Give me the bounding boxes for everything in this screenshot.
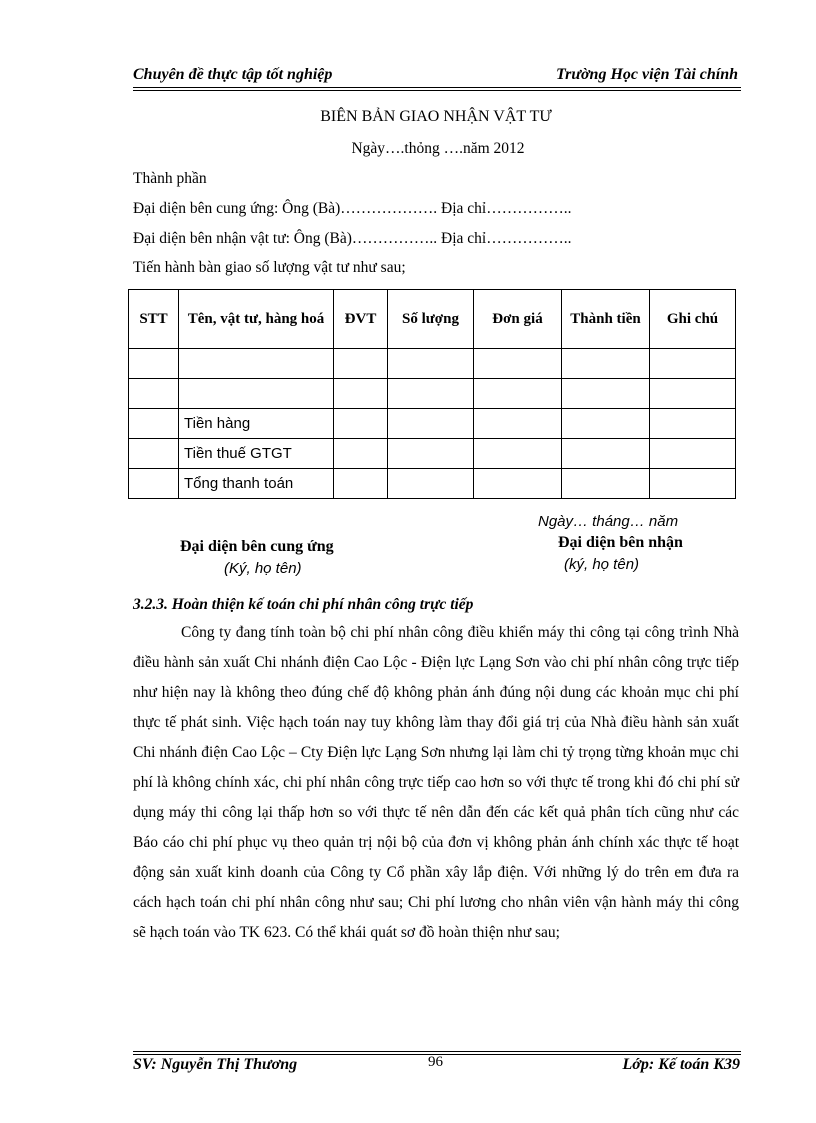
table-cell: [474, 379, 562, 409]
table-cell: [474, 349, 562, 379]
col-dvt: ĐVT: [334, 290, 388, 349]
line-thanh-phan: Thành phần: [133, 170, 207, 187]
table-cell: [562, 409, 650, 439]
table-cell: [334, 379, 388, 409]
signature-right-title: Đại diện bên nhận: [558, 534, 683, 551]
table-cell: [388, 439, 474, 469]
table-cell: [474, 409, 562, 439]
table-cell: [474, 469, 562, 499]
table-cell: [562, 349, 650, 379]
table-cell: [388, 469, 474, 499]
col-ten-vat-tu: Tên, vật tư, hàng hoá: [179, 290, 334, 349]
doc-title: BIÊN BẢN GIAO NHẬN VẬT TƯ: [320, 108, 552, 125]
table-cell: [334, 439, 388, 469]
signature-date: Ngày… tháng… năm: [538, 513, 679, 530]
table-cell: [562, 439, 650, 469]
header-rule: [133, 87, 741, 88]
table-cell: [388, 409, 474, 439]
table-row: [129, 469, 736, 499]
signature-left-sub: (Ký, họ tên): [224, 560, 302, 577]
col-so-luong: Số lượng: [388, 290, 474, 349]
table-cell: [334, 349, 388, 379]
section-body: [133, 618, 739, 948]
table-row: [129, 379, 736, 409]
line-ben-nhan: Đại diện bên nhận vật tư: Ông (Bà)…………….. Địa chỉ……………..: [133, 230, 572, 247]
table-cell: [650, 409, 736, 439]
table-cell: [179, 349, 334, 379]
table-cell: [388, 379, 474, 409]
col-thanh-tien: Thành tiền: [562, 290, 650, 349]
line-ban-giao: Tiến hành bàn giao số lượng vật tư như sau;: [133, 259, 406, 276]
table-row: [129, 349, 736, 379]
table-cell: [474, 439, 562, 469]
table-cell: [129, 409, 179, 439]
section-paragraph: Công ty đang tính toàn bộ chi phí nhân công điều khiển máy thi công tại công trình Nhà điều hành sản xuất Chi nhánh điện Cao Lộc - Điện lực Lạng Sơn vào chi phí nhân công trực tiếp như hiện nay là không theo đúng chế độ không phản ánh đúng nội dung các khoản mục chi phí thực tế phát sinh. Việc hạch toán nay tuy không làm thay đổi giá trị của Nhà điều hành sản xuất Chi nhánh điện Cao Lộc – Cty Điện lực Lạng Sơn nhưng lại làm chi tỷ trọng từng khoản mục chi phí là không chính xác, chi phí nhân công trực tiếp cao hơn so với thực tế trong khi đó chi phí sử dụng máy thi công lại thấp hơn so với thực tế nên dẫn đến các kết quả phân tích cũng như các Báo cáo chi phí phục vụ theo quản trị nội bộ của đơn vị không phản ánh chính xác thực tế hoạt động sản xuất kinh doanh của Công ty Cổ phần xây lắp điện. Với những lý do trên em đưa ra cách hạch toán chi phí nhân công như sau; Chi phí lương cho nhân viên vận hành máy thi công sẽ hạch toán vào TK 623. Có thể khái quát sơ đồ hoàn thiện như sau;: [133, 624, 739, 941]
section-heading: 3.2.3. Hoàn thiện kế toán chi phí nhân công trực tiếp: [133, 596, 474, 613]
table-row: [129, 409, 736, 439]
footer-right: Lớp: Kế toán K39: [622, 1056, 740, 1073]
table-cell: [334, 469, 388, 499]
table-cell-tien-hang: Tiền hàng: [179, 409, 334, 439]
table-cell: [129, 349, 179, 379]
table-row: [129, 439, 736, 469]
table-cell-tong-thanh-toan: Tổng thanh toán: [179, 469, 334, 499]
col-stt: STT: [129, 290, 179, 349]
header-left: Chuyên đề thực tập tốt nghiệp: [133, 66, 333, 83]
table-cell: [562, 469, 650, 499]
footer-rule: [133, 1051, 741, 1052]
header-rule-2: [133, 90, 741, 91]
footer-page-number: 96: [428, 1054, 443, 1070]
table-cell: [650, 379, 736, 409]
col-ghi-chu: Ghi chú: [650, 290, 736, 349]
signature-left-title: Đại diện bên cung ứng: [180, 538, 334, 555]
table-cell-tien-thue: Tiền thuế GTGT: [179, 439, 334, 469]
footer-left: SV: Nguyễn Thị Thương: [133, 1056, 298, 1073]
table-cell: [334, 409, 388, 439]
col-don-gia: Đơn giá: [474, 290, 562, 349]
table-cell: [562, 379, 650, 409]
table-cell: [650, 469, 736, 499]
table-header-row: [129, 290, 736, 349]
table-cell: [179, 379, 334, 409]
doc-date: Ngày….thỏng ….năm 2012: [351, 140, 525, 157]
table-cell: [129, 439, 179, 469]
table-cell: [129, 469, 179, 499]
line-ben-cung-ung: Đại diện bên cung ứng: Ông (Bà)………………. Địa chỉ……………..: [133, 200, 572, 217]
table-cell: [129, 379, 179, 409]
signature-right-sub: (ký, họ tên): [564, 556, 640, 573]
table-cell: [650, 439, 736, 469]
materials-table: [128, 289, 736, 499]
table-cell: [650, 349, 736, 379]
table-cell: [388, 349, 474, 379]
header-right: Trường Học viện Tài chính: [555, 66, 738, 83]
